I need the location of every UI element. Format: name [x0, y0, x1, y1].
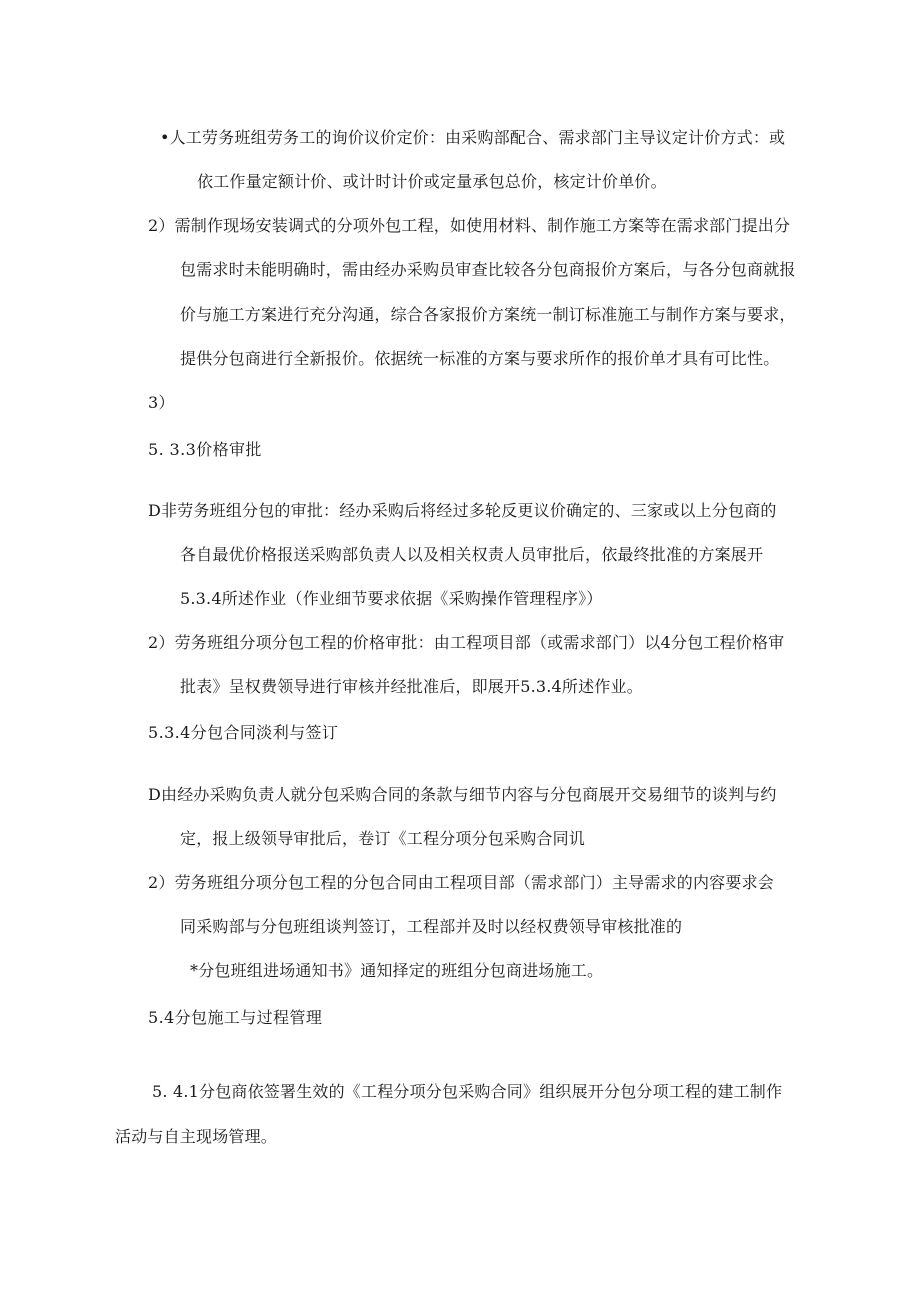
list-item-line: D非劳务班组分包的审批：经办采购后将经过多轮反更议价确定的、三家或以上分包商的: [148, 501, 777, 520]
paragraph-line: 5.3.4所述作业（作业细节要求依据《采购操作管理程序》）: [180, 589, 603, 608]
paragraph-line: 定，报上级领导审批后，卷订《工程分项分包采购合同讥: [180, 829, 586, 848]
paragraph-line: 依工作量定额计价、或计时计价或定量承包总价，核定计价单价。: [197, 172, 667, 191]
list-item-line: D由经办采购负责人就分包采购合同的条款与细节内容与分包商展开交易细节的谈判与约: [148, 785, 777, 804]
list-item-line: 3）: [148, 393, 175, 412]
list-item-line: 2）需制作现场安装调式的分项外包工程，如使用材料、制作施工方案等在需求部门提出分: [148, 216, 791, 235]
paragraph-line: 提供分包商进行全新报价。依据统一标准的方案与要求所作的报价单才具有可比性。: [180, 349, 780, 368]
section-heading: 5. 3.3价格审批: [148, 440, 262, 459]
paragraph-line: 各自最优价格报送采购部负责人以及相关权责人员审批后，依最终批准的方案展开: [180, 545, 764, 564]
paragraph-line: 批表》呈权费领导进行审核并经批准后，即展开5.3.4所述作业。: [180, 677, 643, 696]
paragraph-line: 价与施工方案进行充分沟通，综合各家报价方案统一制订标准施工与制作方案与要求，: [180, 305, 796, 324]
section-heading: 5.4分包施工与过程管理: [148, 1008, 323, 1027]
paragraph-line: 包需求时未能明确时，需由经办采购员审查比较各分包商报价方案后，与各分包商就报: [180, 260, 796, 279]
list-item-line: 2）劳务班组分项分包工程的价格审批：由工程项目部（或需求部门）以4分包工程价格审: [148, 633, 785, 652]
section-heading: 5.3.4分包合同淡利与签订: [148, 723, 339, 742]
paragraph-line: *分包班组进场通知书》通知择定的班组分包商进场施工。: [190, 961, 604, 980]
paragraph-line: 5. 4.1分包商依签署生效的《工程分项分包采购合同》组织展开分包分项工程的建工制作: [152, 1082, 783, 1101]
list-item-line: 2）劳务班组分项分包工程的分包合同由工程项目部（需求部门）主导需求的内容要求会: [148, 873, 774, 892]
paragraph-line: •人工劳务班组劳务工的询价议价定价：由采购部配合、需求部门主导议定计价方式：或: [160, 128, 786, 147]
paragraph-line: 同采购部与分包班组谈判签订，工程部并及时以经权费领导审核批准的: [180, 917, 683, 936]
paragraph-line: 活动与自主现场管理。: [115, 1127, 278, 1146]
